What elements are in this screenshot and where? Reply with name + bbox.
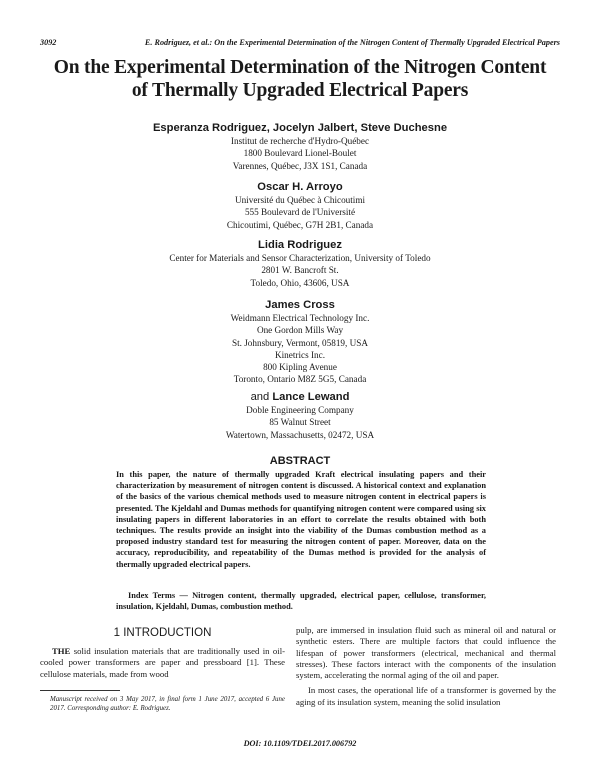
affiliation-line: 555 Boulevard de l'Université xyxy=(244,207,356,218)
title-line-2: of Thermally Upgraded Electrical Papers xyxy=(131,80,469,101)
affiliation-line: St. Johnsbury, Vermont, 05819, USA xyxy=(231,337,369,348)
author-block-2 xyxy=(60,180,540,231)
running-title: E. Rodriguez, et al.: On the Experimental Determination of the Nitrogen Content of Thermally Upgraded Electrical Papers xyxy=(144,38,560,47)
left-column xyxy=(40,627,285,714)
author-names: Esperanza Rodriguez, Jocelyn Jalbert, Steve Duchesne xyxy=(152,122,448,134)
and-word: and xyxy=(250,391,270,403)
running-header xyxy=(40,38,560,52)
page-number: 3092 xyxy=(40,38,57,47)
doi: DOI: 10.1109/TDEI.2017.006792 xyxy=(243,739,357,748)
body-paragraph: pulp, are immersed in insulation fluid such as mineral oil and natural or synthetic esters. There are multiple factors that could influence the lifespan of power transformers (electrical, mechanical and thermal stresses). These factors interact with the components of the insulation system, accelerating the normal aging of the oil and paper. xyxy=(296,625,556,681)
affiliation-line: Center for Materials and Sensor Characterization, University of Toledo xyxy=(169,253,431,263)
body-paragraph: In most cases, the operational life of a transformer is governed by the aging of its insulation system, meaning the solid insulation xyxy=(296,685,556,707)
section-heading: 1 INTRODUCTION xyxy=(113,627,212,639)
author-names: Oscar H. Arroyo xyxy=(257,181,343,193)
author-block-5 xyxy=(60,390,540,441)
author-names: Lidia Rodriguez xyxy=(258,239,342,251)
affiliation-line: Varennes, Québec, J3X 1S1, Canada xyxy=(232,160,368,171)
title-line-1: On the Experimental Determination of the Nitrogen Content xyxy=(53,57,547,78)
author-name: Lance Lewand xyxy=(272,391,350,403)
paper-title xyxy=(40,56,560,102)
affiliation-line: Kinetrics Inc. xyxy=(274,349,325,360)
author-names: James Cross xyxy=(265,299,335,311)
affiliation-line: 2801 W. Bancroft St. xyxy=(261,265,339,276)
affiliation-line: Weidmann Electrical Technology Inc. xyxy=(230,313,370,323)
affiliation-line: Doble Engineering Company xyxy=(246,405,354,415)
index-terms: Index Terms — Nitrogen content, thermally upgraded, electrical paper, cellulose, transformer, insulation, Kjeldahl, Dumas, combustion method. xyxy=(116,591,486,612)
author-block-4 xyxy=(60,298,540,386)
affiliation-line: Université du Québec à Chicoutimi xyxy=(234,195,366,205)
affiliation-line: 800 Kipling Avenue xyxy=(263,362,337,373)
affiliation-line: One Gordon Mills Way xyxy=(256,325,344,336)
footnote-rule xyxy=(40,690,120,691)
author-block-1 xyxy=(60,121,540,172)
affiliation-line: 85 Walnut Street xyxy=(269,417,331,428)
intro-text: solid insulation materials that are traditionally used in oil-cooled power transformers are paper and pressboard [1]. These cellulose materials, made from wood xyxy=(40,646,285,679)
intro-paragraph xyxy=(40,646,285,680)
footnote: Manuscript received on 3 May 2017, in final form 1 June 2017, accepted 6 June 2017. Corresponding author: E. Rodriguez. xyxy=(50,695,285,713)
author-block-3 xyxy=(60,238,540,289)
affiliation-line: Watertown, Massachusetts, 02472, USA xyxy=(225,429,375,440)
lead-word: THE xyxy=(52,646,71,656)
affiliation-line: 1800 Boulevard Lionel-Boulet xyxy=(243,148,357,159)
abstract-heading: ABSTRACT xyxy=(269,455,331,467)
affiliation-line: Institut de recherche d'Hydro-Québec xyxy=(230,136,370,146)
affiliation-line: Chicoutimi, Québec, G7H 2B1, Canada xyxy=(226,219,374,230)
abstract-text: In this paper, the nature of thermally upgraded Kraft electrical insulating papers and their characterization by measurement of nitrogen content is discussed. A historical context and explanation of the basics of the various chemical methods used to measure nitrogen content in electrical papers is presented. The Kjeldahl and Dumas methods for quantifying nitrogen content were compared using six insulating papers in different laboratories in an effort to correlate the results obtained with both techniques. The results provide an insight into the viability of the Dumas combustion method as a proposed industry standard test for measuring the nitrogen content of paper. Moreover, data on the accuracy, reproducibility, and repeatability of the Dumas method is provided for the analysis of thermally upgraded electrical papers. xyxy=(116,470,486,569)
right-column xyxy=(296,625,556,708)
affiliation-line: Toledo, Ohio, 43606, USA xyxy=(250,277,350,288)
affiliation-line: Toronto, Ontario M8Z 5G5, Canada xyxy=(233,374,367,385)
author-names xyxy=(60,390,540,404)
